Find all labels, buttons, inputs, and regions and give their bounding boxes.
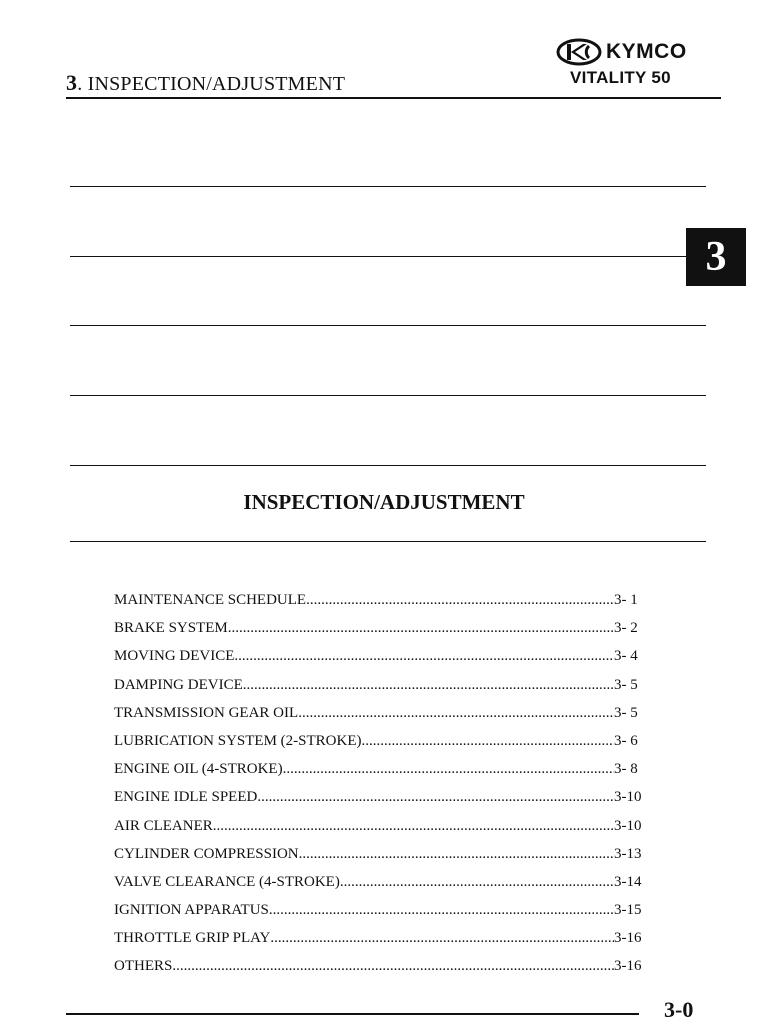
toc-entry-page: 3- 4 bbox=[614, 648, 638, 665]
toc-entry-label: THROTTLE GRIP PLAY bbox=[114, 930, 271, 947]
toc-entry-page: 3- 1 bbox=[614, 592, 638, 608]
note-line bbox=[70, 256, 706, 257]
toc-leader-dots bbox=[299, 846, 614, 863]
toc-leader-dots bbox=[270, 930, 614, 947]
chapter-heading bbox=[66, 70, 345, 96]
toc-entry-page: 3- 6 bbox=[614, 732, 638, 749]
note-line bbox=[70, 325, 706, 326]
toc-entry-page: 3-10 bbox=[614, 789, 642, 806]
toc-entry-page: 3-15 bbox=[614, 902, 642, 919]
toc-entry-label: VALVE CLEARANCE (4-STROKE) bbox=[114, 873, 340, 890]
toc-entry-label: MOVING DEVICE bbox=[114, 648, 235, 665]
toc-leader-dots bbox=[362, 733, 615, 750]
toc-entry-label: IGNITION APPARATUS bbox=[114, 902, 269, 919]
toc-leader-dots bbox=[269, 902, 614, 919]
note-line bbox=[70, 186, 706, 187]
toc-entry[interactable] bbox=[114, 648, 650, 676]
toc-entry[interactable] bbox=[114, 620, 650, 648]
toc-entry-label: OTHERS bbox=[114, 958, 173, 975]
toc-leader-dots bbox=[283, 761, 614, 778]
toc-leader-dots bbox=[298, 705, 614, 722]
toc-entry-page: 3- 5 bbox=[614, 704, 638, 721]
chapter-number: 3 bbox=[66, 70, 78, 95]
toc-entry[interactable] bbox=[114, 846, 650, 874]
toc-entry-label: BRAKE SYSTEM bbox=[114, 620, 228, 637]
section-title: INSPECTION/ADJUSTMENT bbox=[243, 490, 525, 514]
note-line bbox=[70, 395, 706, 396]
toc-leader-dots bbox=[340, 874, 614, 891]
toc-entry-label: ENGINE OIL (4-STROKE) bbox=[114, 761, 283, 778]
toc-entry[interactable] bbox=[114, 902, 650, 930]
kymco-logo-icon bbox=[556, 38, 602, 66]
toc-leader-dots bbox=[243, 677, 614, 694]
toc-entry[interactable] bbox=[114, 958, 650, 986]
chapter-tab-marker: 3 bbox=[686, 228, 746, 286]
note-line bbox=[70, 465, 706, 466]
toc-leader-dots bbox=[257, 789, 614, 806]
toc-entry[interactable] bbox=[114, 705, 650, 733]
toc-leader-dots bbox=[228, 620, 614, 637]
toc-entry[interactable] bbox=[114, 789, 650, 817]
toc-entry[interactable] bbox=[114, 677, 650, 705]
toc-entry-page: 3- 5 bbox=[614, 676, 638, 693]
chapter-title: . INSPECTION/ADJUSTMENT bbox=[77, 73, 346, 95]
footer-rule bbox=[66, 1013, 639, 1015]
toc-entry-page: 3-16 bbox=[614, 958, 642, 975]
toc-entry-page: 3-14 bbox=[614, 873, 642, 890]
toc-entry-label: DAMPING DEVICE bbox=[114, 676, 243, 693]
toc-entry[interactable] bbox=[114, 874, 650, 902]
toc-entry[interactable] bbox=[114, 592, 650, 620]
toc-entry-page: 3- 8 bbox=[614, 761, 638, 778]
toc-entry[interactable] bbox=[114, 930, 650, 958]
page-number: 3-0 bbox=[664, 997, 694, 1022]
toc-entry[interactable] bbox=[114, 733, 650, 761]
toc-entry-label: AIR CLEANER bbox=[114, 817, 213, 834]
toc-entry-label: ENGINE IDLE SPEED bbox=[114, 789, 258, 806]
brand-name: KYMCO bbox=[606, 40, 687, 63]
toc-entry-label: CYLINDER COMPRESSION bbox=[114, 845, 299, 862]
toc-entry-page: 3-16 bbox=[614, 930, 642, 947]
toc-entry[interactable] bbox=[114, 761, 650, 789]
toc-entry-page: 3- 2 bbox=[614, 620, 638, 637]
toc-entry[interactable] bbox=[114, 818, 650, 846]
toc-entry-page: 3-10 bbox=[614, 817, 642, 834]
brand-block bbox=[556, 38, 722, 88]
toc-leader-dots bbox=[306, 592, 614, 609]
model-name: VITALITY 50 bbox=[570, 68, 671, 87]
header-rule bbox=[66, 97, 721, 99]
toc-leader-dots bbox=[234, 648, 614, 665]
toc-entry-label: TRANSMISSION GEAR OIL bbox=[114, 704, 299, 721]
table-of-contents bbox=[114, 592, 650, 987]
toc-leader-dots bbox=[213, 818, 614, 835]
toc-leader-dots bbox=[172, 958, 614, 975]
section-rule bbox=[70, 541, 706, 542]
toc-entry-page: 3-13 bbox=[614, 845, 642, 862]
toc-entry-label: MAINTENANCE SCHEDULE bbox=[114, 592, 307, 608]
toc-entry-label: LUBRICATION SYSTEM (2-STROKE) bbox=[114, 732, 362, 749]
